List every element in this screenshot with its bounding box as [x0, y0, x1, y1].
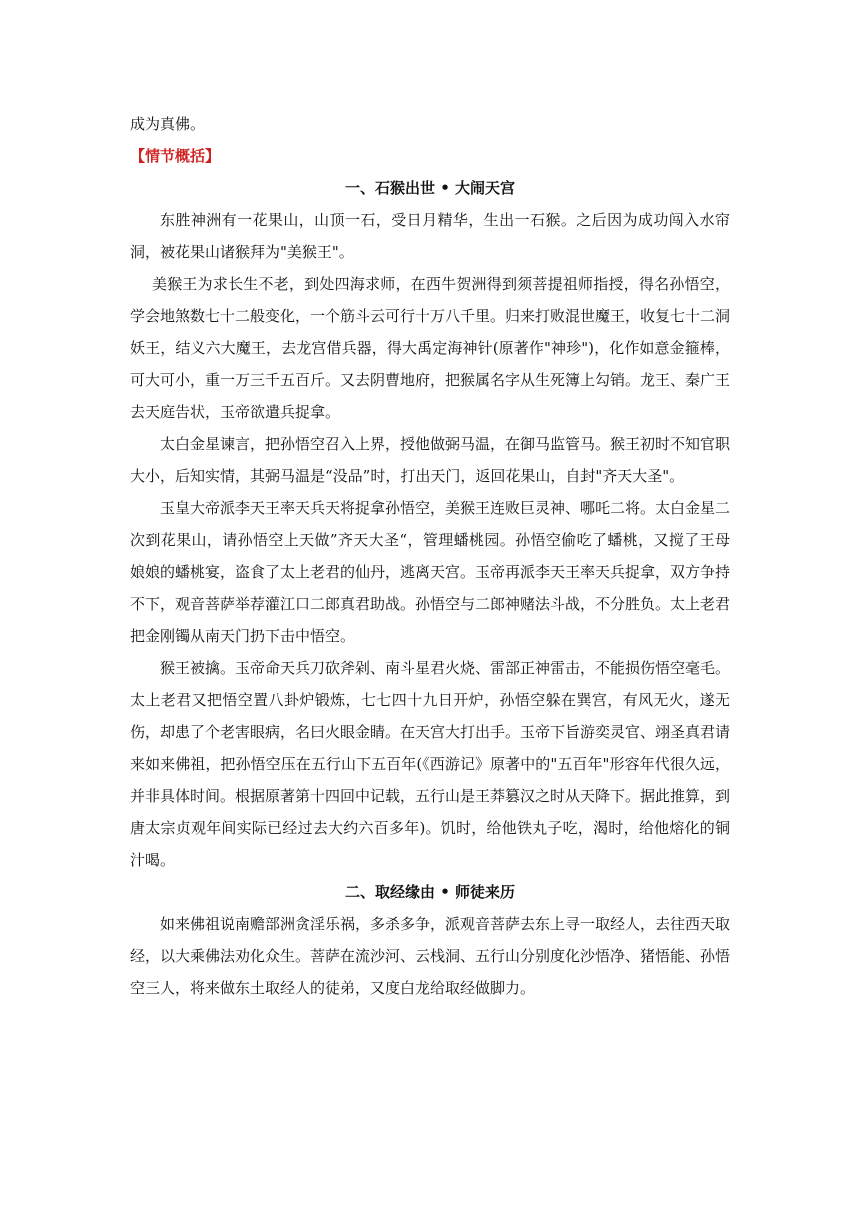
paragraph: 太白金星谏言，把孙悟空召入上界，授他做弼马温，在御马监管马。猴王初时不知官职大小，后知实情，其弼马温是“没品”时，打出天门，返回花果山，自封"齐天大圣"。: [130, 435, 731, 485]
section-heading-1: 一、石猴出世 • 大闹天宫: [344, 179, 516, 197]
section-heading-2: 二、取经缘由 • 师徒来历: [344, 883, 516, 901]
document-body: [130, 108, 730, 1004]
paragraph: 如来佛祖说南赡部洲贪淫乐祸，多杀多争，派观音菩萨去东上寻一取经人，去往西天取经，以大乘佛法劝化众生。菩萨在流沙河、云栈洞、五行山分别度化沙悟净、猪悟能、孙悟空三人，将来做东土取经人的徒弟，又度白龙给取经做脚力。: [130, 915, 731, 997]
paragraph: 玉皇大帝派李天王率天兵天将捉拿孙悟空，美猴王连败巨灵神、哪吒二将。太白金星二次到花果山，请孙悟空上天做”齐天大圣“，管理蟠桃园。孙悟空偷吃了蟠桃，又搅了王母娘娘的蟠桃宴，盗食了太上老君的仙丹，逃离天宫。玉帝再派李天王率天兵捉拿，双方争持不下，观音菩萨举荐灌江口二郎真君助战。孙悟空与二郎神赌法斗战，不分胜负。太上老君把金刚镯从南天门扔下击中悟空。: [130, 499, 731, 645]
paragraph: 猴王被擒。玉帝命天兵刀砍斧剁、南斗星君火烧、雷部正神雷击，不能损伤悟空毫毛。太上老君又把悟空置八卦炉锻炼，七七四十九日开炉，孙悟空躲在巽宫，有风无火，遂无伤，却患了个老害眼病，名曰火眼金睛。在天宫大打出手。玉帝下旨游奕灵官、翊圣真君请来如来佛祖，把孙悟空压在五行山下五百年(《西游记》原著中的"五百年"形容年代很久远，并非具体时间。根据原著第十四回中记载，五行山是王莽篡汉之时从天降下。据此推算，到唐太宗贞观年间实际已经过去大约六百多年)。饥时，给他铁丸子吃，渴时，给他熔化的铜汁喝。: [130, 659, 731, 869]
section-tag: 【情节概括】: [130, 147, 221, 165]
paragraph: 美猴王为求长生不老，到处四海求师，在西牛贺洲得到须菩提祖师指授，得名孙悟空，学会地煞数七十二般变化，一个筋斗云可行十万八千里。归来打败混世魔王，收复七十二洞妖王，结义六大魔王，去龙宫借兵器，得大禹定海神针(原著作"神珍")，化作如意金箍棒，可大可小，重一万三千五百斤。又去阴曹地府，把猴属名字从生死簿上勾销。龙王、秦广王去天庭告状，玉帝欲遣兵捉拿。: [130, 275, 731, 421]
paragraph: 东胜神洲有一花果山，山顶一石，受日月精华，生出一石猴。之后因为成功闯入水帘洞，被花果山诸猴拜为"美猴王"。: [130, 211, 730, 261]
opening-line: 成为真佛。: [130, 115, 206, 133]
